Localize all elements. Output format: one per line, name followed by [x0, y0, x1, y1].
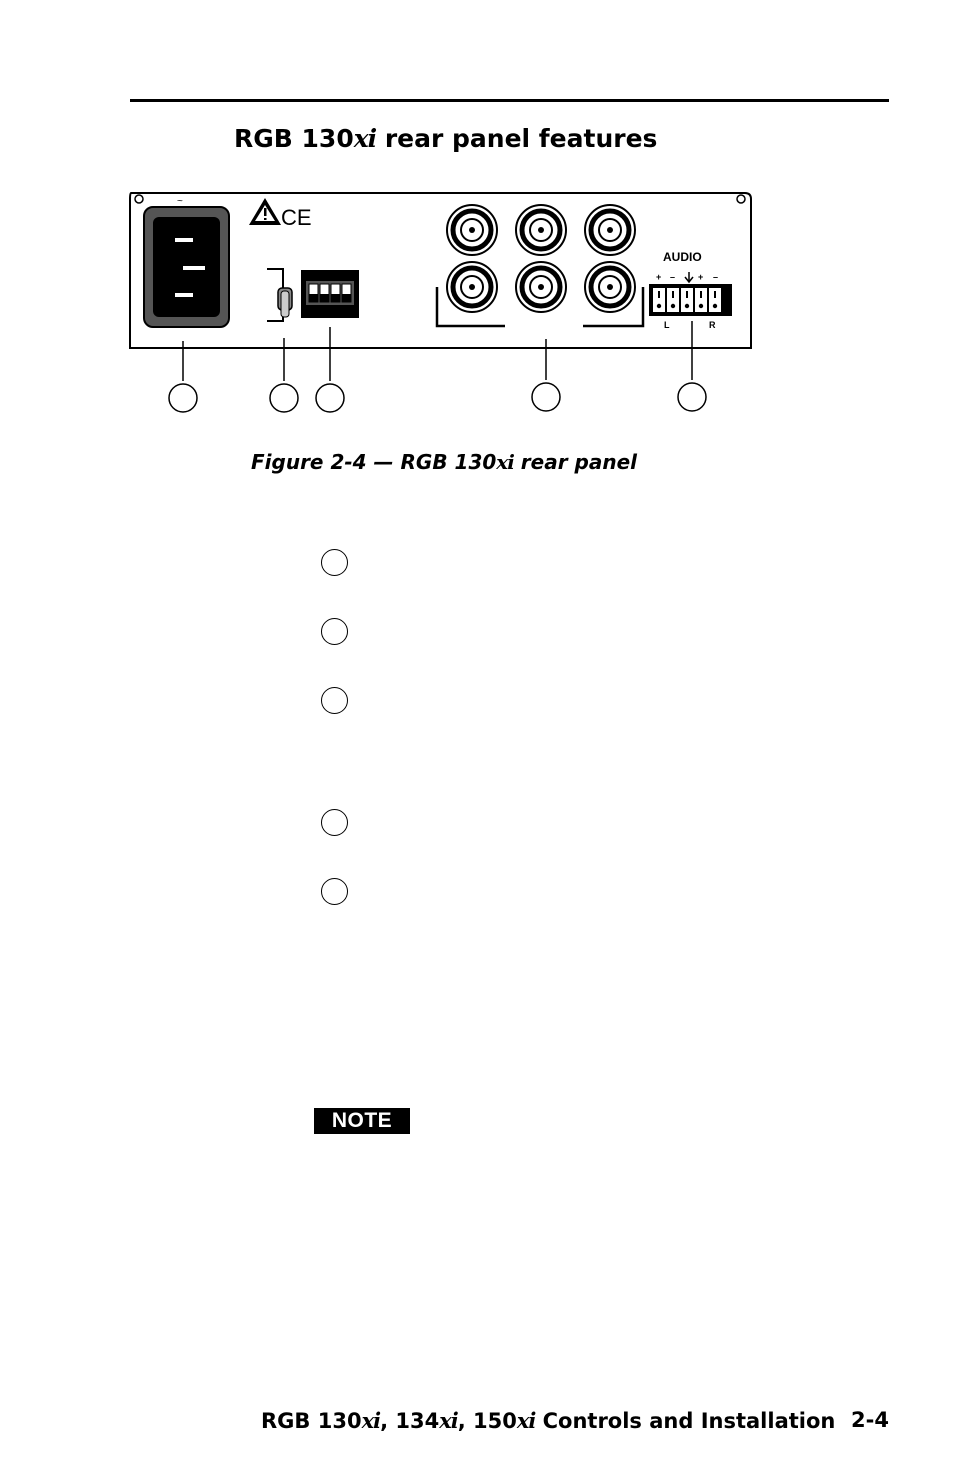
ground-arrow-icon [685, 272, 693, 282]
callout-circle-icon [270, 384, 298, 412]
header-rule [130, 99, 889, 102]
callout-circle-icon [316, 384, 344, 412]
warning-triangle-icon [249, 198, 281, 225]
callout-circle-icon [321, 618, 348, 645]
captive-screw-connector-icon [649, 284, 732, 316]
callout-circle-icon [321, 878, 348, 905]
rear-panel-figure [125, 188, 755, 418]
bnc-connector-icon [447, 205, 497, 255]
callout-circle-icon [532, 383, 560, 411]
audio-minus-2: – [713, 272, 719, 282]
bnc-connector-icon [585, 262, 635, 312]
callout-circle-icon [678, 383, 706, 411]
callout-circle-icon [321, 549, 348, 576]
audio-right-label: R [709, 320, 716, 330]
figure-caption: Figure 2-4 — RGB 130xi rear panel [251, 450, 638, 474]
bnc-connector-icon [447, 262, 497, 312]
callout-circle-icon [321, 809, 348, 836]
audio-plus-1: + [656, 272, 662, 282]
power-socket-icon [144, 196, 229, 327]
callout-circle-icon [169, 384, 197, 412]
audio-minus-1: – [670, 272, 676, 282]
bnc-connector-icon [516, 262, 566, 312]
page-number: 2-4 [851, 1408, 889, 1432]
bnc-connector-icon [516, 205, 566, 255]
svg-text:~: ~ [177, 196, 183, 207]
ce-mark: CE [281, 205, 312, 230]
footer-title: RGB 130xi, 134xi, 150xi Controls and Installation [261, 1408, 836, 1433]
toggle-switch-icon [267, 269, 292, 321]
audio-plus-2: + [698, 272, 704, 282]
callout-circle-icon [321, 687, 348, 714]
mount-hole-right [737, 195, 745, 203]
bnc-connector-icon [585, 205, 635, 255]
mount-hole-left [135, 195, 143, 203]
dip-switch-icon [301, 270, 359, 318]
audio-label: AUDIO [663, 250, 702, 264]
section-title: RGB 130xi rear panel features [234, 124, 658, 153]
note-badge: NOTE [314, 1108, 410, 1134]
audio-left-label: L [664, 320, 670, 330]
